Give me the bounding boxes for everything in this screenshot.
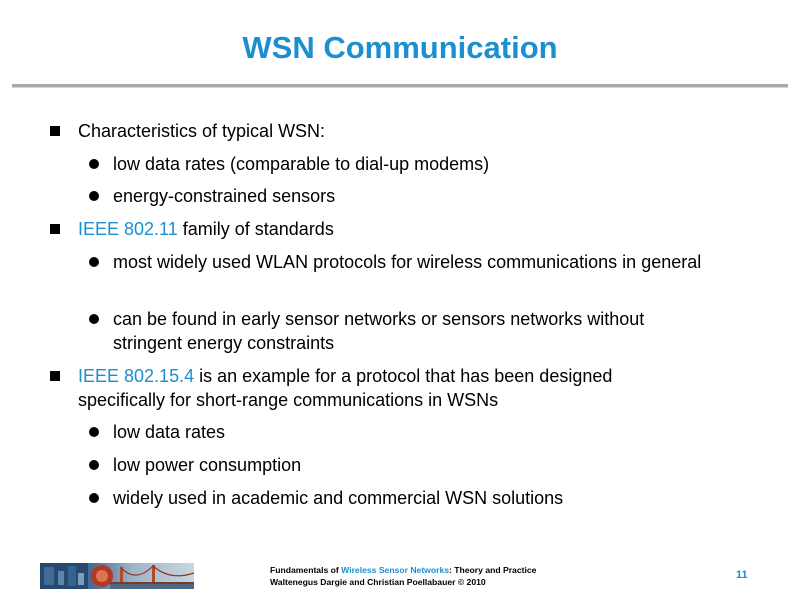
sub-bullet-item	[113, 152, 723, 176]
bullet-text: widely used in academic and commercial WSN solutions	[113, 488, 564, 508]
bullet-text: family of standards	[177, 219, 334, 239]
round-bullet-icon	[89, 314, 99, 324]
bullet-text: Characteristics of typical WSN:	[78, 121, 326, 141]
standard-name: IEEE 802.11	[78, 219, 178, 239]
footer-credits	[270, 564, 536, 588]
bullet-text: low power consumption	[113, 455, 302, 475]
square-bullet-icon	[50, 371, 60, 381]
title-divider	[12, 84, 788, 87]
footer-line-2: Waltenegus Dargie and Christian Poellabauer © 2010	[270, 577, 486, 587]
sub-bullet-item	[113, 250, 703, 274]
sub-bullet-item	[113, 307, 713, 355]
bullet-text: is an example for a protocol that has been designed specifically for short-range communications in WSNs	[78, 366, 613, 410]
square-bullet-icon	[50, 224, 60, 234]
square-bullet-icon	[50, 126, 60, 136]
sub-bullet-item	[113, 453, 723, 477]
bullet-text: low data rates	[113, 422, 226, 442]
page-number: 11	[736, 569, 748, 581]
round-bullet-icon	[89, 493, 99, 503]
footer-suffix: : Theory and Practice	[449, 565, 537, 575]
sub-bullet-item	[113, 486, 723, 510]
round-bullet-icon	[89, 257, 99, 267]
round-bullet-icon	[89, 191, 99, 201]
bullet-item	[78, 119, 718, 143]
footer-line-1	[270, 564, 536, 576]
round-bullet-icon	[89, 427, 99, 437]
standard-name: IEEE 802.15.4	[78, 366, 195, 386]
bullet-item	[78, 217, 718, 241]
sub-bullet-item	[113, 420, 723, 444]
bullet-text: energy-constrained sensors	[113, 186, 336, 206]
sub-bullet-item	[113, 184, 723, 208]
bullet-item	[78, 364, 688, 412]
footer-banner-image	[40, 563, 194, 589]
bullet-text: can be found in early sensor networks or sensors networks without stringent energy constraints	[113, 309, 645, 353]
round-bullet-icon	[89, 159, 99, 169]
footer-book-title: Wireless Sensor Networks	[341, 565, 450, 575]
bullet-text: most widely used WLAN protocols for wireless communications in general	[113, 252, 702, 272]
footer-collage-icon	[40, 563, 194, 589]
bullet-text: low data rates (comparable to dial-up modems)	[113, 154, 490, 174]
slide-title: WSN Communication	[242, 30, 558, 65]
round-bullet-icon	[89, 460, 99, 470]
footer-prefix: Fundamentals of	[270, 565, 342, 575]
